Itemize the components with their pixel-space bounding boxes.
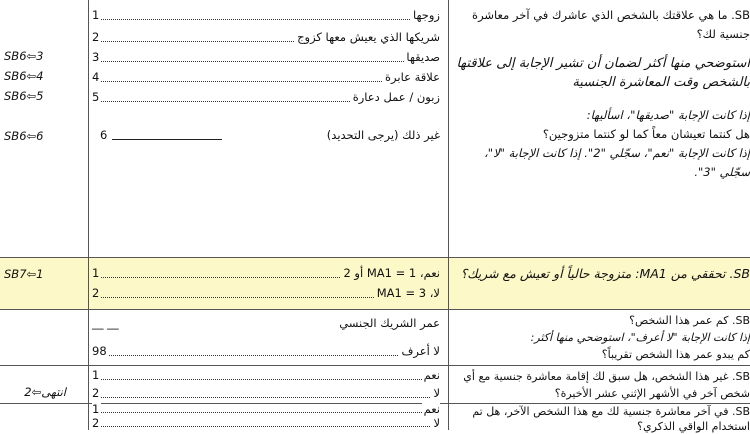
option-code: 4 (92, 70, 100, 84)
question-text: هل كنتما تعيشان معاً كما لو كنتما متزوجين؟ (542, 127, 750, 141)
answer-option[interactable] (90, 402, 446, 417)
skip-instruction: SB6⇦3 (4, 49, 44, 63)
skip-column (4, 46, 84, 146)
option-code: 1 (92, 266, 100, 280)
column-divider (448, 0, 449, 430)
answer-cell (90, 366, 446, 403)
answer-option[interactable] (90, 416, 446, 430)
option-code: 5 (92, 90, 100, 104)
option-label: لا أعرف (401, 344, 440, 358)
question-row-other-partner (0, 366, 750, 404)
question-text: SB. كم عمر هذا الشخص؟ (629, 314, 750, 327)
option-code: 2 (92, 286, 100, 300)
question-text: SB. غير هذا الشخص، هل سبق لك إقامة معاشرة جنسية مع أي شخص آخر في الأشهر الإثني عشر الأخيرة؟ (463, 370, 750, 400)
option-label: لا (433, 386, 440, 400)
option-code: 3 (92, 50, 100, 64)
question-cell (452, 258, 750, 309)
option-code: 1 (92, 8, 100, 22)
option-label: شريكها الذي يعيش معها كزوج (297, 30, 440, 44)
answer-option[interactable] (90, 88, 446, 108)
answer-option[interactable] (90, 6, 446, 26)
option-label: زبون / عمل دعارة (352, 90, 440, 104)
question-text: SB. في آخر معاشرة جنسية لك مع هذا الشخص الآخر، هل تم استخدام الواقي الذكري؟ (472, 405, 750, 433)
option-label: نعم (423, 368, 440, 382)
question-cell (452, 366, 750, 403)
option-code: 6 (100, 128, 108, 142)
answer-option[interactable] (90, 28, 446, 48)
answer-cell (90, 0, 446, 257)
answer-option[interactable] (90, 384, 446, 404)
question-cell (452, 404, 750, 433)
option-code: 1 (92, 368, 100, 382)
question-text: SB. ما هي علاقتك بالشخص الذي عاشرك في آخر معاشرة جنسية لك؟ (472, 8, 750, 41)
skip-instruction: SB6⇦5 (4, 89, 44, 103)
instruction-text: إذا كانت الإجابة "نعم"، سجّلي "2". إذا كانت الإجابة "لا"، سجّلي "3". (484, 146, 750, 179)
option-label: لا (433, 416, 440, 430)
answer-option[interactable] (90, 284, 446, 304)
instruction-text: إذا كانت الإجابة "لا أعرف"، استوضحي منها أكثر: (530, 331, 750, 344)
question-cell (452, 0, 750, 257)
option-label: صديقها (406, 50, 440, 64)
answer-option[interactable] (90, 264, 446, 284)
skip-instruction: SB6⇦6 (4, 129, 44, 143)
option-code: 98 (92, 344, 107, 358)
answer-option[interactable] (90, 314, 446, 334)
question-row-condom-use (0, 402, 750, 433)
option-label: نعم، MA1 = 1 أو 2 (343, 266, 440, 280)
option-label: لا، MA1 = 3 (376, 286, 440, 300)
answer-cell (90, 404, 446, 430)
question-cell (452, 310, 750, 365)
skip-column (4, 382, 66, 402)
skip-instruction: SB6⇦4 (4, 69, 44, 83)
skip-instruction: SB7⇦1 (4, 267, 44, 281)
instruction-text: إذا كانت الإجابة "صديقها"، اسأليها: (586, 108, 750, 122)
answer-option[interactable] (90, 366, 446, 386)
answer-cell (90, 310, 446, 365)
question-text: كم يبدو عمر هذا الشخص تقريباً؟ (601, 348, 750, 361)
option-code: __ __ (92, 316, 119, 330)
answer-option[interactable] (90, 68, 446, 88)
option-label: زوجها (412, 8, 440, 22)
option-label: عمر الشريك الجنسي (339, 316, 440, 330)
question-text: SB. تحققي من MA1: متزوجة حالياً أو تعيش مع شريك؟ (460, 266, 750, 281)
question-row-check-ma1 (0, 258, 750, 310)
option-label: علاقة عابرة (385, 70, 440, 84)
question-row-partner-age (0, 310, 750, 366)
answer-option[interactable] (90, 342, 446, 362)
option-label: نعم (423, 402, 440, 416)
option-label: غير ذلك (يرجى التحديد) (326, 128, 440, 142)
option-code: 2 (92, 30, 100, 44)
option-code: 2 (92, 416, 100, 430)
answer-option[interactable] (90, 48, 446, 68)
answer-option[interactable] (90, 126, 446, 146)
option-code: 1 (92, 402, 100, 416)
skip-column (4, 264, 84, 284)
answer-cell (90, 258, 446, 309)
instruction-text: استوضحي منها أكثر لضمان أن تشير الإجابة إلى علاقتها بالشخص وقت المعاشرة الجنسية (456, 56, 750, 90)
skip-instruction: 2⇦انتهى (24, 385, 66, 399)
option-code: 2 (92, 386, 100, 400)
column-divider (88, 0, 89, 430)
